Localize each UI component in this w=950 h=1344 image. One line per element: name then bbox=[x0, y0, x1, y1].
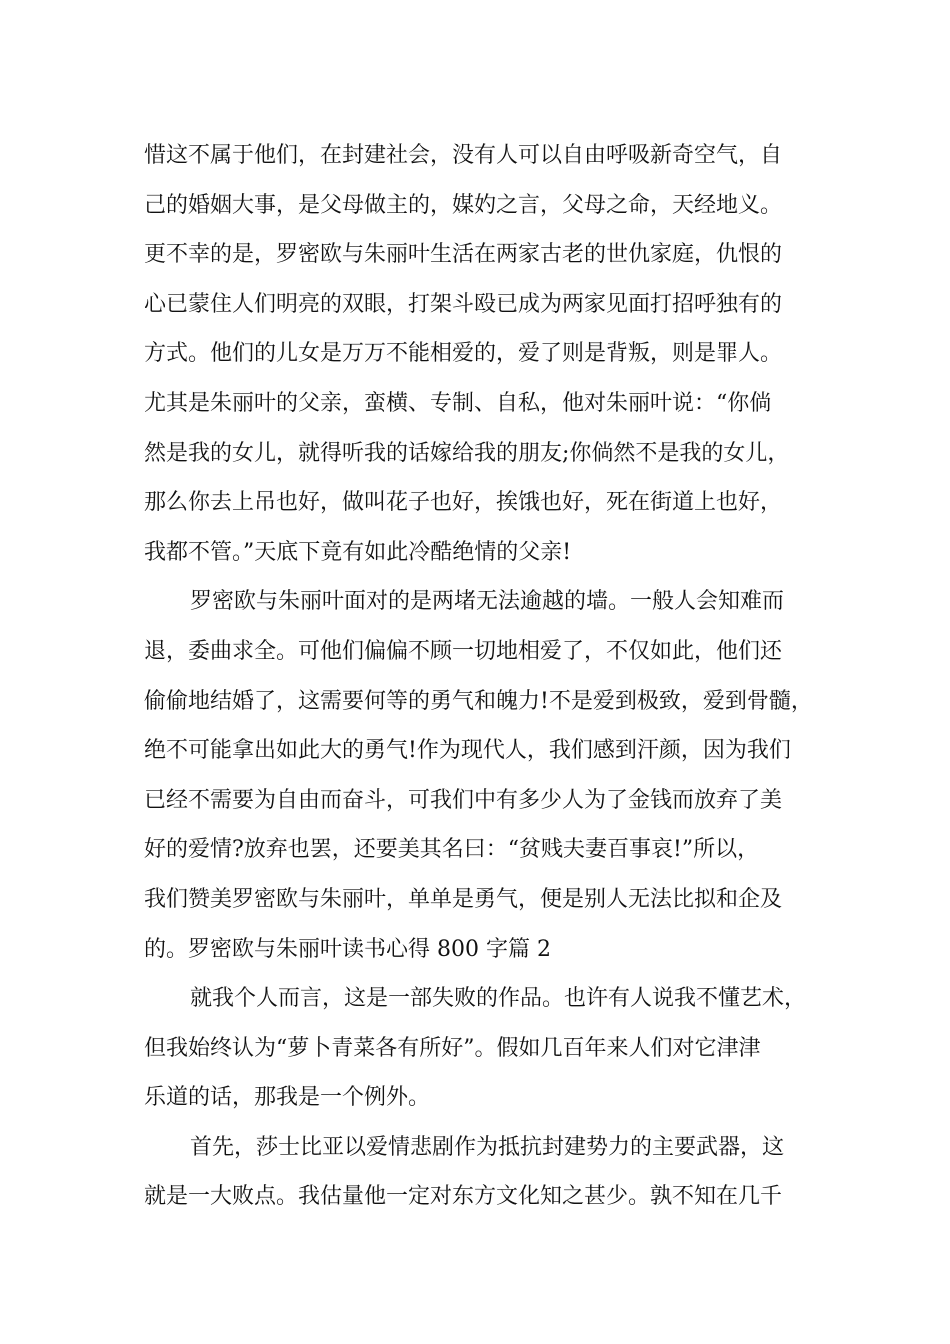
text-line: 惜这不属于他们，在封建社会，没有人可以自由呼吸新奇空气，自 bbox=[144, 143, 783, 168]
text-line: 就是一大败点。我估量他一定对东方文化知之甚少。孰不知在几千 bbox=[144, 1184, 783, 1210]
text-line: 然是我的女儿，就得听我的话嫁给我的朋友;你倘然不是我的女儿， bbox=[144, 440, 790, 466]
paragraph-start-line: 首先，莎士比亚以爱情悲剧作为抵抗封建势力的主要武器，这 bbox=[190, 1134, 785, 1160]
text-line: 但我始终认为“萝卜青菜各有所好”。假如几百年来人们对它津津 bbox=[144, 1035, 761, 1061]
text-line: 乐道的话，那我是一个例外。 bbox=[144, 1085, 431, 1111]
text-line: 尤其是朱丽叶的父亲，蛮横、专制、自私，他对朱丽叶说：“你倘 bbox=[144, 390, 772, 416]
text-line: 己的婚姻大事，是父母做主的，媒妁之言，父母之命，天经地义。 bbox=[144, 192, 783, 218]
text-line: 更不幸的是，罗密欧与朱丽叶生活在两家古老的世仇家庭，仇恨的 bbox=[144, 242, 783, 268]
text-line: 好的爱情?放弃也罢，还要美其名曰：“贫贱夫妻百事哀!”所以， bbox=[144, 837, 760, 863]
text-line: 我们赞美罗密欧与朱丽叶，单单是勇气，便是别人无法比拟和企及 bbox=[144, 886, 783, 912]
document-body bbox=[144, 131, 834, 1222]
text-line: 我都不管。”天底下竟有如此冷酷绝情的父亲! bbox=[144, 539, 572, 565]
section-heading-line: 的。罗密欧与朱丽叶读书心得 800 字篇 2 bbox=[144, 936, 551, 962]
text-line: 绝不可能拿出如此大的勇气!作为现代人，我们感到汗颜，因为我们 bbox=[144, 738, 791, 764]
text-line: 退，委曲求全。可他们偏偏不顾一切地相爱了，不仅如此，他们还 bbox=[144, 638, 783, 664]
paragraph-start-line: 就我个人而言，这是一部失败的作品。也许有人说我不懂艺术， bbox=[190, 986, 807, 1012]
text-line: 方式。他们的儿女是万万不能相爱的，爱了则是背叛，则是罪人。 bbox=[144, 341, 783, 367]
text-line: 那么你去上吊也好，做叫花子也好，挨饿也好，死在街道上也好， bbox=[144, 490, 783, 516]
paragraph-start-line: 罗密欧与朱丽叶面对的是两堵无法逾越的墙。一般人会知难而 bbox=[190, 589, 785, 615]
text-line: 偷偷地结婚了，这需要何等的勇气和魄力!不是爱到极致，爱到骨髓， bbox=[144, 688, 813, 714]
text-line: 心已蒙住人们明亮的双眼，打架斗殴已成为两家见面打招呼独有的 bbox=[144, 291, 783, 317]
text-line: 已经不需要为自由而奋斗，可我们中有多少人为了金钱而放弃了美 bbox=[144, 787, 783, 813]
